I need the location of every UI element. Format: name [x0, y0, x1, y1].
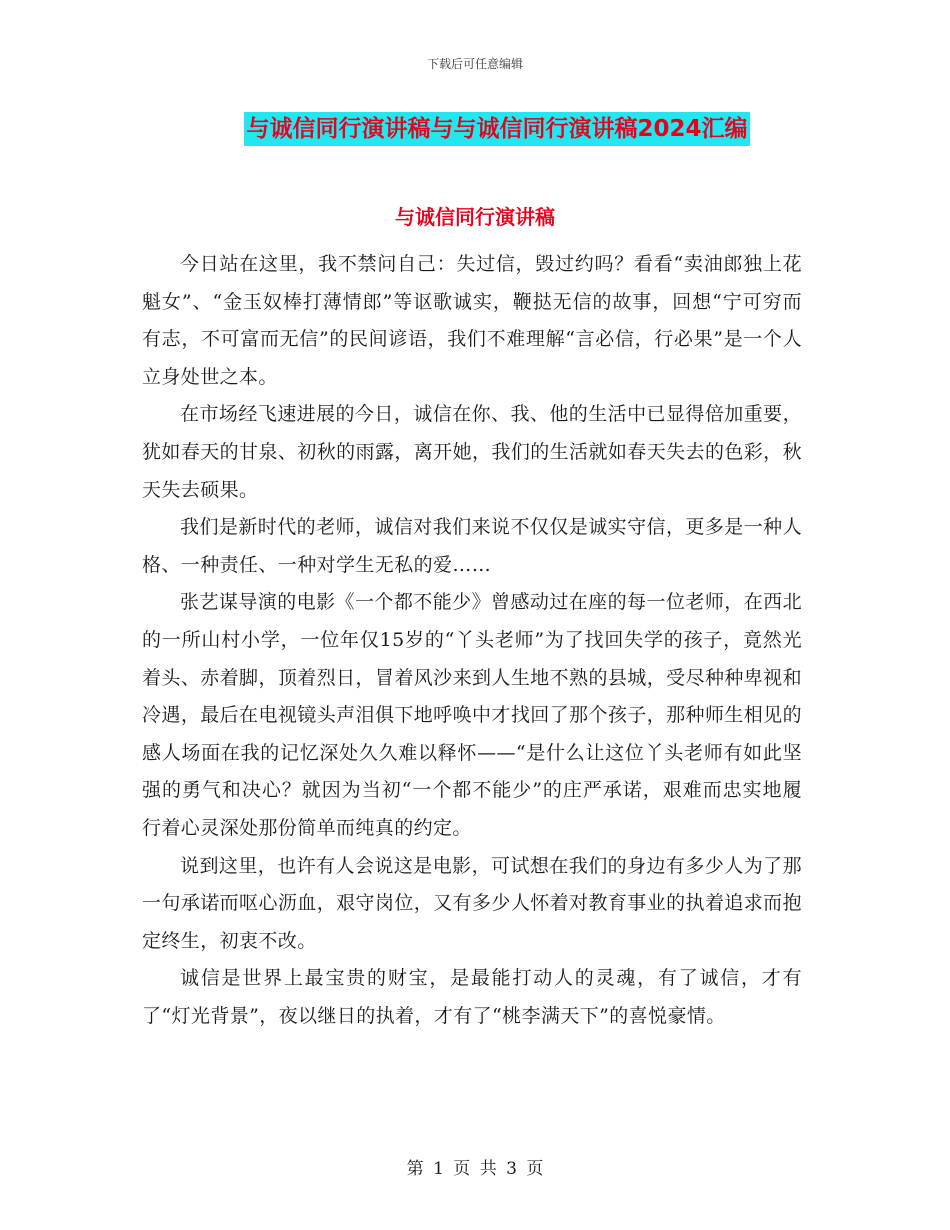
paragraph: 今日站在这里，我不禁问自己：失过信，毁过约吗？看看“卖油郎独上花魁女”、“金玉奴棒打薄情郎”等讴歌诚实，鞭挞无信的故事，回想“宁可穷而有志，不可富而无信”的民间谚语，我们不难理解“言必信，行必果”是一个人立身处世之本。 — [142, 253, 802, 388]
document-title: 与诚信同行演讲稿与与诚信同行演讲稿2024汇编 — [244, 112, 749, 146]
section-title: 与诚信同行演讲稿 — [395, 205, 555, 229]
paragraph: 诚信是世界上最宝贵的财宝，是最能打动人的灵魂，有了诚信，才有了“灯光背景”，夜以继日的执着，才有了“桃李满天下”的喜悦豪情。 — [142, 967, 802, 1027]
paragraph: 说到这里，也许有人会说这是电影，可试想在我们的身边有多少人为了那一句承诺而呕心沥血，艰守岗位，又有多少人怀着对教育事业的执着追求而抱定终生，初衷不改。 — [142, 854, 802, 952]
paragraph: 我们是新时代的老师，诚信对我们来说不仅仅是诚实守信，更多是一种人格、一种责任、一种对学生无私的爱…… — [142, 516, 802, 576]
document-body — [142, 246, 802, 1035]
document-title-container — [0, 112, 950, 146]
header-note: 下载后可任意编辑 — [426, 57, 523, 71]
paragraph: 张艺谋导演的电影《一个都不能少》曾感动过在座的每一位老师，在西北的一所山村小学，一位年仅15岁的“丫头老师”为了找回失学的孩子，竟然光着头、赤着脚，顶着烈日，冒着风沙来到人生地不熟的县城，受尽种种卑视和冷遇，最后在电视镜头声泪俱下地呼唤中才找回了那个孩子，那种师生相见的感人场面在我的记忆深处久久难以释怀——“是什么让这位丫头老师有如此坚强的勇气和决心？就因为当初“一个都不能少”的庄严承诺，艰难而忠实地履行着心灵深处那份简单而纯真的约定。 — [142, 591, 802, 839]
paragraph: 在市场经飞速进展的今日，诚信在你、我、他的生活中已显得倍加重要，犹如春天的甘泉、初秋的雨露，离开她，我们的生活就如春天失去的色彩，秋天失去硕果。 — [142, 403, 802, 501]
page-number-footer: 第 1 页 共 3 页 — [406, 1159, 544, 1179]
